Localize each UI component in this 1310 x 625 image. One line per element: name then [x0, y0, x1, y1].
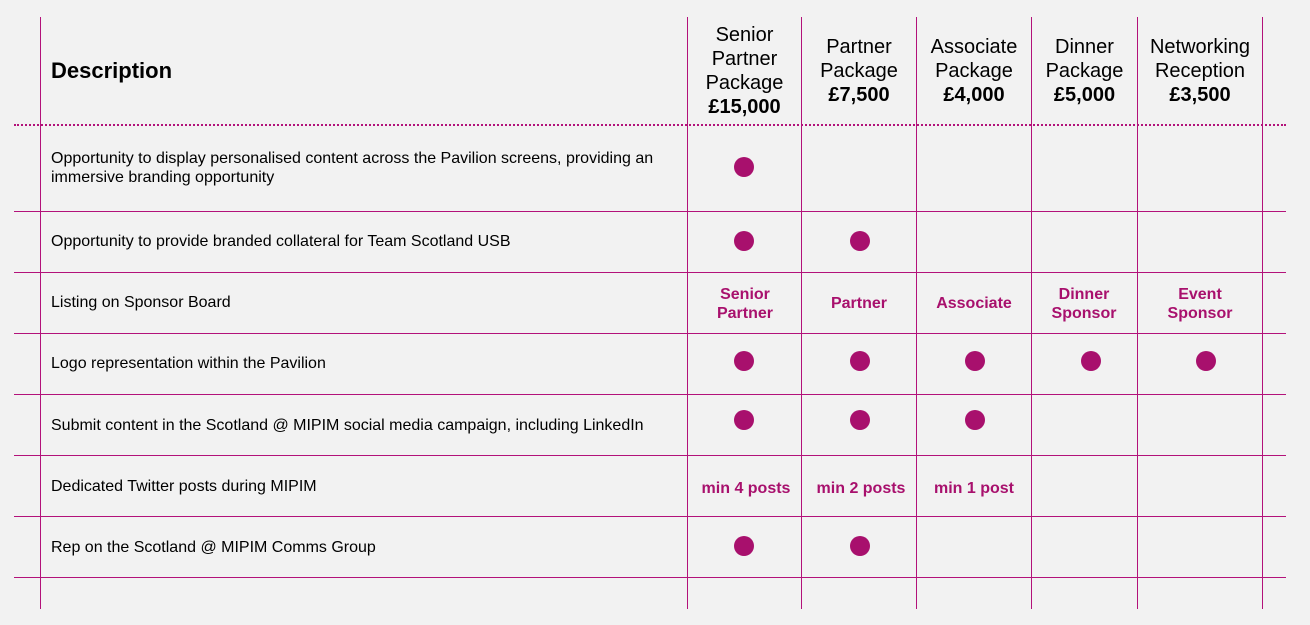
row-divider [14, 333, 1286, 334]
included-dot-icon [850, 536, 870, 556]
grid-vline [1262, 17, 1263, 609]
column-header-networking [1138, 35, 1262, 107]
column-title: Networking Reception [1149, 36, 1251, 82]
sponsor-listing-cell: Event Sponsor [1167, 286, 1233, 322]
included-dot-icon [965, 410, 985, 430]
row-divider [14, 211, 1286, 212]
included-dot-icon [734, 231, 754, 251]
row-divider [14, 272, 1286, 273]
column-price: £3,500 [1169, 84, 1231, 106]
column-title: Partner Package [820, 36, 898, 82]
included-dot-icon [1081, 351, 1101, 371]
column-price: £15,000 [708, 96, 781, 118]
included-dot-icon [734, 157, 754, 177]
sponsor-listing-cell: Senior Partner [716, 286, 774, 322]
sponsor-listing-cell: Dinner Sponsor [1051, 286, 1117, 322]
included-dot-icon [734, 536, 754, 556]
grid-vline [40, 17, 41, 609]
description-header: Description [51, 58, 173, 83]
row-description: Logo representation within the Pavilion [51, 355, 326, 372]
row-divider [14, 516, 1286, 517]
column-header-senior-partner [688, 23, 801, 119]
row-description: Submit content in the Scotland @ MIPIM social media campaign, including LinkedIn [51, 417, 644, 434]
twitter-posts-cell: min 1 post [933, 480, 1014, 497]
column-title: Senior Partner Package [705, 24, 784, 94]
column-price: £5,000 [1053, 84, 1116, 106]
row-divider [14, 455, 1286, 456]
column-price: £7,500 [828, 84, 890, 106]
column-title: Associate Package [930, 36, 1018, 82]
included-dot-icon [965, 351, 985, 371]
column-price: £4,000 [943, 84, 1005, 106]
header-divider [14, 124, 1286, 126]
row-description: Opportunity to provide branded collateral for Team Scotland USB [51, 233, 511, 250]
column-header-dinner [1032, 35, 1137, 107]
included-dot-icon [850, 410, 870, 430]
included-dot-icon [734, 351, 754, 371]
sponsor-listing-cell: Associate [936, 295, 1012, 312]
included-dot-icon [734, 410, 754, 430]
row-divider [14, 394, 1286, 395]
included-dot-icon [1196, 351, 1216, 371]
sponsor-listing-cell: Partner [830, 295, 888, 312]
row-description: Dedicated Twitter posts during MIPIM [51, 478, 317, 495]
twitter-posts-cell: min 2 posts [816, 480, 906, 497]
row-description: Rep on the Scotland @ MIPIM Comms Group [51, 539, 376, 556]
row-description: Listing on Sponsor Board [51, 294, 231, 311]
column-header-partner [802, 35, 916, 107]
row-description: Opportunity to display personalised content across the Pavilion screens, providing an immersive branding opportunity [51, 150, 654, 186]
row-divider [14, 577, 1286, 578]
twitter-posts-cell: min 4 posts [701, 480, 791, 497]
column-title: Dinner Package [1045, 36, 1124, 82]
included-dot-icon [850, 351, 870, 371]
column-header-associate [917, 35, 1031, 107]
included-dot-icon [850, 231, 870, 251]
